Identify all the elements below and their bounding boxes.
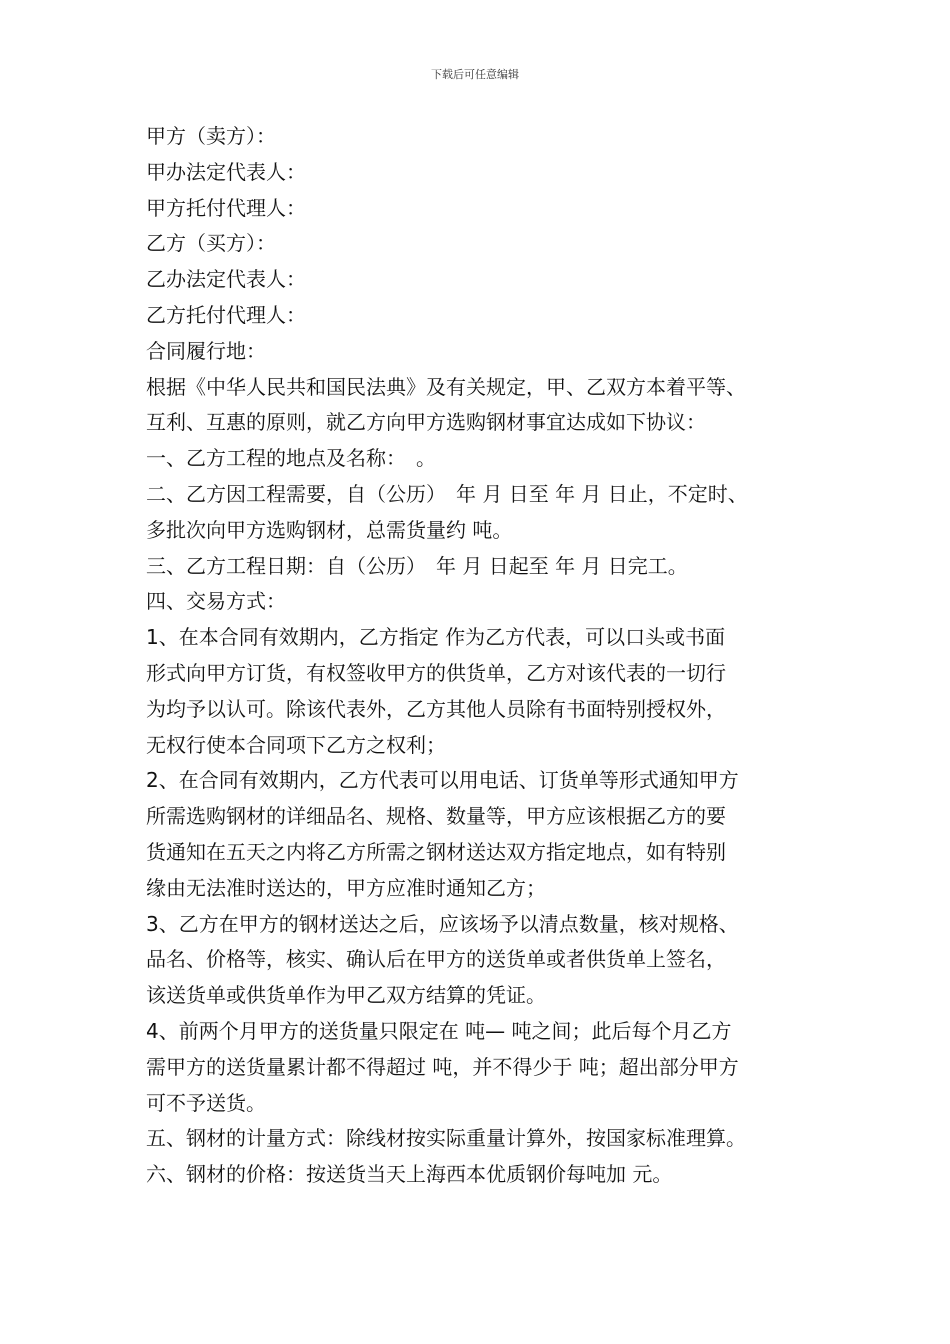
text-line: 甲方（卖方）： <box>146 124 276 148</box>
page-header: 下载后可任意编辑 <box>431 68 519 81</box>
text-line: 需甲方的送货量累计都不得超过 吨，并不得少于 吨；超出部分甲方 <box>146 1054 739 1079</box>
text-line: 4、前两个月甲方的送货量只限定在 吨— 吨之间；此后每个月乙方 <box>146 1018 732 1043</box>
text-line: 缘由无法准时送达的，甲方应准时通知乙方； <box>146 875 546 900</box>
text-line: 无权行使本合同项下乙方之权利； <box>146 732 446 757</box>
text-line: 根据《中华人民共和国民法典》及有关规定，甲、乙双方本着平等、 <box>146 374 746 399</box>
text-line: 可不予送货。 <box>146 1090 266 1115</box>
text-line: 五、钢材的计量方式：除线材按实际重量计算外，按国家标准理算。 <box>146 1126 746 1151</box>
text-line: 1、在本合同有效期内，乙方指定 作为乙方代表，可以口头或书面 <box>146 625 726 650</box>
text-line: 形式向甲方订货，有权签收甲方的供货单，乙方对该代表的一切行 <box>146 660 726 685</box>
text-line: 多批次向甲方选购钢材，总需货量约 吨。 <box>146 517 513 542</box>
text-line: 为均予以认可。除该代表外，乙方其他人员除有书面特别授权外， <box>146 696 726 721</box>
text-line: 乙办法定代表人： <box>146 267 306 292</box>
text-line: 互利、互惠的原则，就乙方向甲方选购钢材事宜达成如下协议： <box>146 410 706 435</box>
text-line: 六、钢材的价格：按送货当天上海西本优质钢价每吨加 元。 <box>146 1162 673 1187</box>
text-line: 2、在合同有效期内，乙方代表可以用电话、订货单等形式通知甲方 <box>146 768 739 793</box>
text-line: 合同履行地： <box>146 338 266 363</box>
text-line: 三、乙方工程日期：自（公历） 年 月 日起至 年 月 日完工。 <box>146 553 688 578</box>
text-line: 二、乙方因工程需要，自（公历） 年 月 日至 年 月 日止，不定时、 <box>146 481 748 506</box>
text-line: 该送货单或供货单作为甲乙双方结算的凭证。 <box>146 983 546 1008</box>
text-line: 乙方（买方）： <box>146 231 276 256</box>
text-line: 一、乙方工程的地点及名称： 。 <box>146 446 436 471</box>
contract-body <box>146 119 826 1193</box>
text-line: 四、交易方式： <box>146 589 286 614</box>
text-line: 乙方托付代理人： <box>146 302 306 327</box>
text-line: 甲方托付代理人： <box>146 195 306 220</box>
text-line: 货通知在五天之内将乙方所需之钢材送达双方指定地点，如有特别 <box>146 839 726 864</box>
text-line: 所需选购钢材的详细品名、规格、数量等，甲方应该根据乙方的要 <box>146 804 726 829</box>
text-line: 3、乙方在甲方的钢材送达之后，应该场予以清点数量，核对规格、 <box>146 911 739 936</box>
text-line: 甲办法定代表人： <box>146 159 306 184</box>
text-line: 品名、价格等，核实、确认后在甲方的送货单或者供货单上签名， <box>146 947 726 972</box>
